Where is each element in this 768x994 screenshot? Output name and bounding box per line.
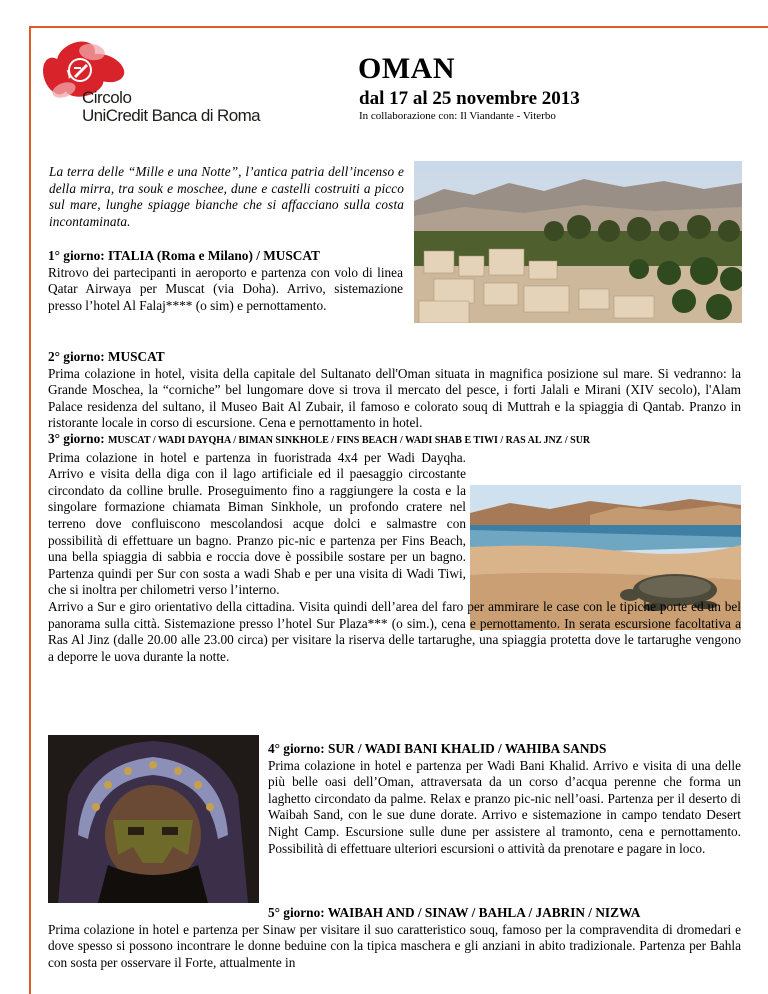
day-3-heading-prefix: 3° giorno: xyxy=(48,431,105,446)
day-5-text: Prima colazione in hotel e partenza per Sinaw per visitare il suo caratteristico souq, famoso per la compravendita di dromedari e dove spesso si possono incontrare le donne beduine con la tipica maschera e gli anziani in abito tradizionale. Partenza per Bahla con sosta per osservare il Forte, attualmente in xyxy=(48,921,741,970)
day-3-heading xyxy=(48,431,741,450)
intro-paragraph: La terra delle “Mille e una Notte”, l’antica patria dell’incenso e della mirra, tra souk e moschee, dune e castelli costruiti a picco sul mare, lunghe spiagge bianche che si affacciano sulla costa incontaminata. xyxy=(49,164,404,229)
day-3-text-beside-photo: Prima colazione in hotel e partenza in fuoristrada 4x4 per Wadi Dayqha. Arrivo e visita della diga con il lago artificiale ed il paesaggio circostante circondato da colline brulle. Proseguimento fino a raggiungere la costa e la singolare formazione chiamata Biman Sinkhole, un profondo cratere nel terreno dove confluiscono mescolandosi acque dolci e salmastre con possibilità di effettuare un bagno. Pranzo pic-nic e partenza per Fins Beach, una bella spiaggia di sabbia e roccia dove è possibile sostare per un bagno. Partenza quindi per Sur con sosta a wadi Shab e per una visita di Wadi Tiwi, che si inoltra per chilometri verso l’interno. xyxy=(48,449,466,598)
day-4-text: Prima colazione in hotel e partenza per Wadi Bani Khalid. Arrivo e visita di una delle più belle oasi dell’Oman, attraversata da un corso d’acqua perenne che forma un laghetto circondato da palme. Relax e pranzo pic-nic nell’oasi. Partenza per il deserto di Waibah Sand, con le sue dune dorate. Arrivo e sistemazione in campo tendato Desert Night Camp. Escursione sulle dune per assistere al tramonto, cena e pernottamento. Possibilità di effettuare ulteriori escursioni o attività da prenotare e pagare in loco. xyxy=(268,757,741,856)
document-title: OMAN xyxy=(358,52,455,85)
day-1-text: Ritrovo dei partecipanti in aeroporto e partenza con volo di linea Qatar Airwaya per Muscat (via Doha). Arrivo, sistemazione presso l’hotel Al Falaj**** (o sim) e pernottamento. xyxy=(48,264,403,313)
day-5-section xyxy=(48,905,741,971)
day-2-text: Prima colazione in hotel, visita della capitale del Sultanato dell'Oman situata in magnifica posizione sul mare. Si vedranno: la Grande Moschea, la “corniche” bel lungomare dove si trova il mercato del pesce, i forti Jalali e Mirani (XIV secolo), l'Alam Palace residenza del sultano, il Museo Bait Al Zubair, il famoso e colorato souq di Muttrah e la spiaggia di Qantab. Pranzo in ristorante locale in corso di escursione. Cena e pernottamento in hotel. xyxy=(48,365,741,431)
day-1-heading: 1° giorno: ITALIA (Roma e Milano) / MUSCAT xyxy=(48,248,320,263)
logo-line-circolo: Circolo xyxy=(82,88,132,107)
oasis-village-photo xyxy=(414,161,742,323)
day-4-heading: 4° giorno: SUR / WADI BANI KHALID / WAHIBA SANDS xyxy=(268,741,607,756)
club-logo-text xyxy=(82,89,260,125)
collaboration-note: In collaborazione con: Il Viandante - Viterbo xyxy=(359,110,556,122)
bedouin-woman-photo xyxy=(48,735,259,903)
day-4-section xyxy=(268,741,741,857)
logo-line-bank: UniCredit Banca di Roma xyxy=(82,106,261,125)
page-border-top xyxy=(29,26,768,28)
day-3-heading-route: MUSCAT / WADI DAYQHA / BIMAN SINKHOLE / FINS BEACH / WADI SHAB E TIWI / RAS AL JNZ / SUR xyxy=(107,435,591,446)
day-5-heading: 5° giorno: WAIBAH AND / SINAW / BAHLA / JABRIN / NIZWA xyxy=(268,905,641,920)
day-1-section xyxy=(48,248,403,314)
day-3-text-continued: Arrivo a Sur e giro orientativo della cittadina. Visita quindi dell’area del faro per ammirare le case con le tipiche porte ed un bel panorama sulla città. Sistemazione presso l’hotel Sur Plaza*** (o sim.), cena e pernottamento. In serata escursione facoltativa a Ras Al Jinz (dalle 20.00 alle 23.00 circa) per visitare la riserva delle tartarughe, una spiaggia protetta dove le tartarughe vengono a deporre le uova durante la notte. xyxy=(48,598,741,664)
day-2-heading: 2° giorno: MUSCAT xyxy=(48,349,165,364)
page-border-left xyxy=(29,26,31,994)
trip-dates: dal 17 al 25 novembre 2013 xyxy=(359,88,580,109)
day-2-section xyxy=(48,349,741,432)
day-3-section xyxy=(48,431,741,665)
